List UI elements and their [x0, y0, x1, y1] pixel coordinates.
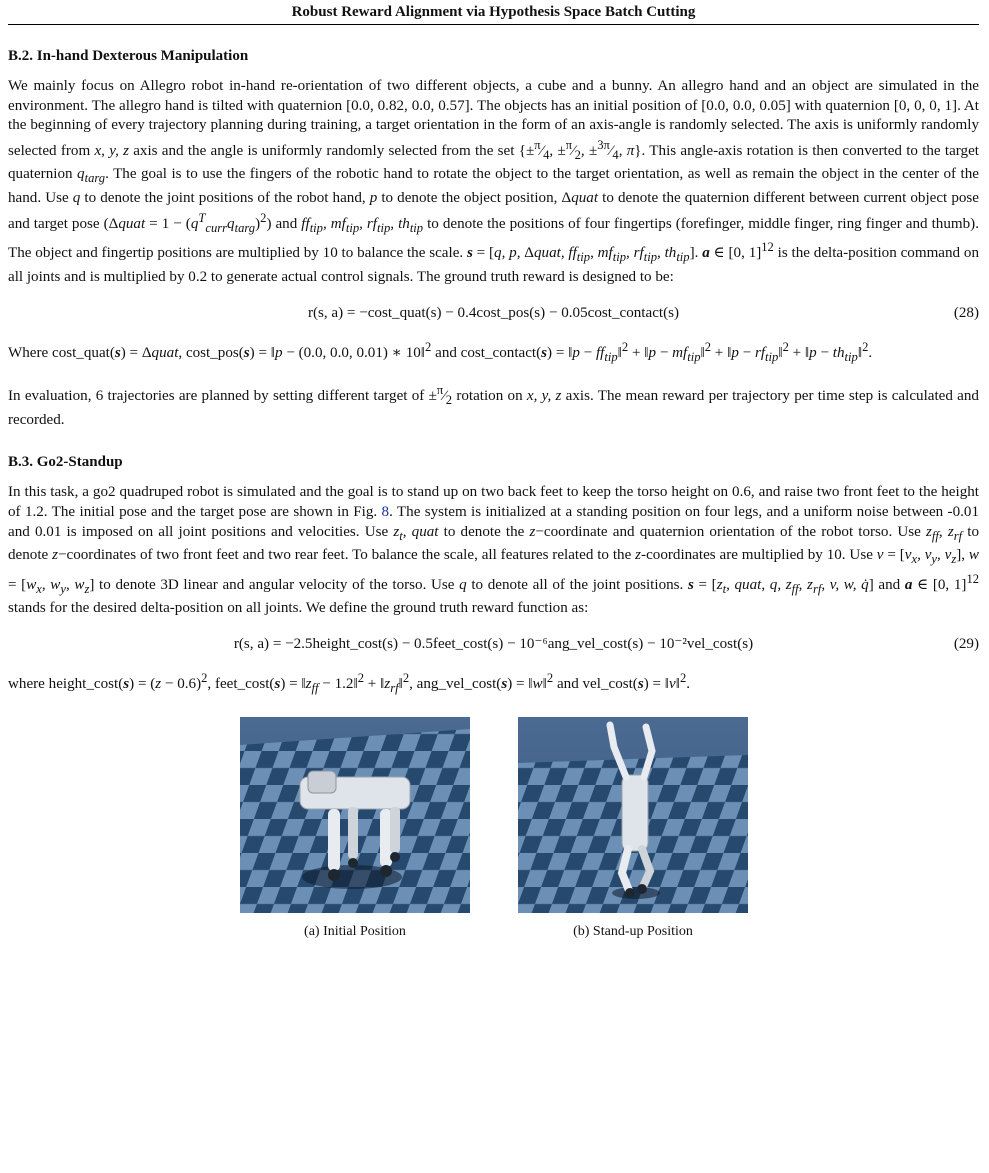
- paragraph-b2-3: In evaluation, 6 trajectories are planned by setting different target of $\pm^\pi⁄_2$ rotation on x, y, z axis. The mean reward per trajectory per time step is calculated and recorded.: [8, 383, 979, 428]
- figure-8b: [518, 717, 748, 940]
- equation-28: r(s, a) = −cost_quat(s) − 0.4cost_pos(s) − 0.05cost_contact(s) (28): [307, 304, 979, 321]
- paragraph-b3-2: where height_cost(s) = $(z - 0.6)^2$, feet_cost(s) = $‖z_{ff}$ − 1.2‖$^2$ + $‖z_{rf}‖^2$, ang_vel_cost(s) = ‖w‖$^2$ and vel_cost(s) = ‖v‖$^2$.: [8, 671, 691, 696]
- figure-8a: [240, 717, 470, 940]
- section-heading-b3: B.3. Go2-Standup: [8, 454, 123, 471]
- running-header: Robust Reward Alignment via Hypothesis Space Batch Cutting: [8, 4, 979, 25]
- stand-up-position-image: [518, 717, 748, 913]
- equation-29: r(s, a) = −2.5height_cost(s) − 0.5feet_cost(s) − 10⁻⁶ang_vel_cost(s) − 10⁻²vel_cost(s) (29): [233, 636, 979, 653]
- page-body: [8, 48, 979, 713]
- figure-ref-link[interactable]: 8: [381, 503, 390, 520]
- caption-b: (b) Stand-up Position: [573, 924, 693, 939]
- caption-a: (a) Initial Position: [304, 924, 406, 939]
- section-heading-b2: B.2. In-hand Dexterous Manipulation: [8, 48, 249, 64]
- paragraph-b3-1: In this task, a go2 quadruped robot is simulated and the goal is to stand up on two back feet to keep the torso height on 0.6, and raise two front feet to the height of 1.2. The initial pose and the target pose are shown in Fig. 8. The system is initialized at a standing position on four legs, and a uniform noise between -0.01 and 0.01 is imposed on all joint positions and velocities. Use $z_t$, quat to denote the z−coordinate and quaternion orientation of the robot torso. Use $z_{ff}$, $z_{rf}$ to denote z−coordinates of two front feet and two rear feet. To balance the scale, all features related to the z-coordinates are multiplied by 10. Use $v = [v_x$, $v_y$, $v_z$], $w = [w_x$, $w_y$, $w_z$] to denote 3D linear and angular velocity of the torso. Use q to denote all of the joint positions. $s = [z_t$, quat, q, $z_{ff}$, $z_{rf}$, v, w, q̇] and a ∈ [0, 1]$^{12}$ stands for the desired delta-position on all joints. We define the ground truth reward function as:: [8, 484, 980, 617]
- initial-position-image: [240, 717, 470, 913]
- paragraph-b2-2: Where cost_quat(s) = Δquat, cost_pos(s) = ‖p − (0.0, 0.0, 0.01) ∗ 10‖$^2$ and cost_contact(s) = ‖p − $ff_{tip}‖^2$ + ‖p − $mf_{tip}‖^2$ + ‖p − $rf_{tip}‖^2$ + ‖p − $th_{tip}‖^2$.: [8, 339, 873, 364]
- paragraph-b2-1: We mainly focus on Allegro robot in-hand re-orientation of two different objects, a cube and a bunny. An allegro hand and an object are simulated in the environment. The allegro hand is tilted with quaternion [0.0, 0.82, 0.0, 0.57]. The objects has an initial position of [0.0, 0.0, 0.05] with quaternion [0, 0, 0, 1]. At the beginning of every trajectory planning during training, a target orientation in the form of an axis-angle is randomly selected. The axis is uniformly randomly selected from x, y, z axis and the angle is uniformly randomly selected from the set {$\pm^\pi⁄_4$, $\pm^\pi⁄_2$, $\pm^{3\pi}⁄_4$, π}. This angle-axis rotation is then converted to the target quaternion $q_{targ}$. The goal is to use the fingers of the robotic hand to rotate the object to the target orientation, as well as remain the object in the center of the hand. Use q to denote the joint positions of the robot hand, p to denote the object position, Δquat to denote the quaternion different between current object pose and target pose (Δquat = $1 - (q^T_{curr}q_{targ})^2$) and $ff_{tip}$, $mf_{tip}$, $rf_{tip}$, $th_{tip}$ to denote the positions of four fingertips (forefinger, middle finger, ring finger and thumb). The object and fingertip positions are multiplied by 10 to balance the scale. s = [q, p, Δquat, $ff_{tip}$, $mf_{tip}$, $rf_{tip}$, $th_{tip}$]. a ∈ [0, 1]$^{12}$ is the delta-position command on all joints and is multiplied by 0.2 to generate actual control signals. The ground truth reward is designed to be:: [8, 78, 980, 285]
